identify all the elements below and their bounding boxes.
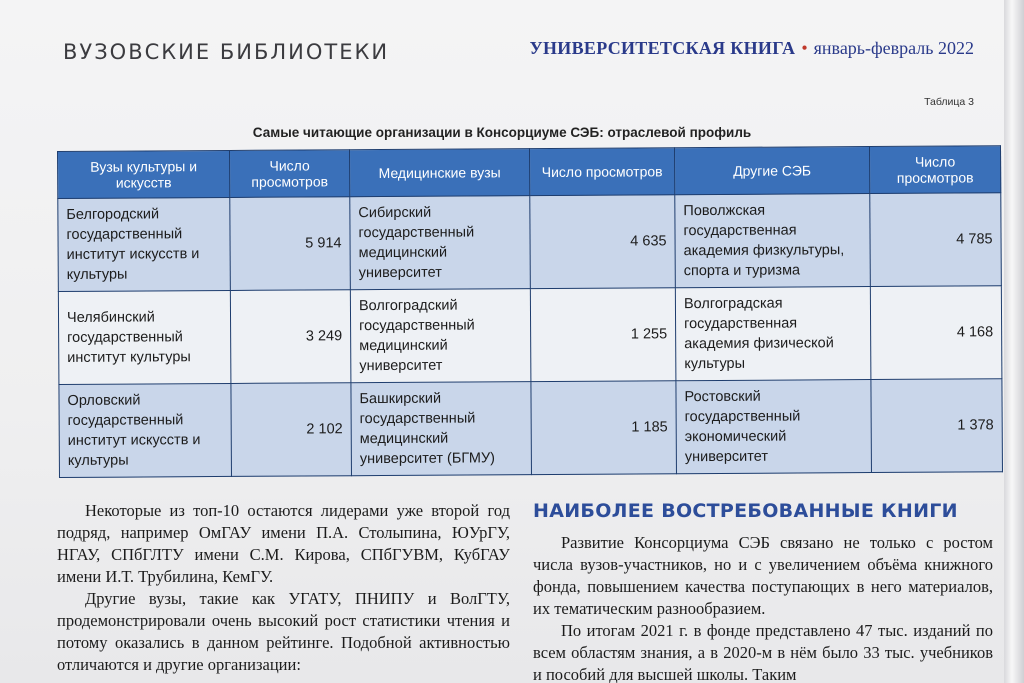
views-count: 5 914 bbox=[230, 197, 351, 291]
views-count: 4 168 bbox=[870, 286, 1002, 380]
org-name: Белгородский государственный институт искусств и культуры bbox=[58, 197, 231, 291]
table-row bbox=[58, 286, 1002, 385]
views-count: 1 255 bbox=[530, 288, 676, 382]
table-header-row bbox=[58, 146, 1001, 199]
paragraph: Некоторые из топ-10 остаются лидерами уже второй год подряд, например ОмГАУ имени П.А. Столыпина, ЮУрГУ, НГАУ, СПбГЛТУ имени С.М. Кирова, СПбГУВМ, КубГАУ имени И.Т. Трубилина, КемГУ. bbox=[57, 501, 510, 586]
org-name: Ростовский государственный экономический университет bbox=[676, 380, 872, 474]
org-name: Челябинский государственный институт культуры bbox=[58, 290, 231, 384]
paragraph: Развитие Консорциума СЭБ связано не только с ростом числа вузов-участников, но и с увеличением объёма книжного фонда, повышением качества поступающих в него материалов, их тематическим разнообразием. bbox=[533, 533, 993, 618]
org-name: Орловский государственный институт искусств и культуры bbox=[59, 383, 232, 477]
left-text-column bbox=[57, 500, 510, 676]
issue-date: январь-февраль 2022 bbox=[813, 38, 974, 58]
views-count: 3 249 bbox=[230, 290, 351, 384]
views-count: 4 785 bbox=[870, 193, 1002, 287]
org-name: Башкирский государственный медицинский университет (БГМУ) bbox=[351, 382, 532, 476]
header-culture-universities: Вузы культуры и искусств bbox=[58, 150, 230, 198]
header-views: Число просмотров bbox=[869, 146, 1000, 194]
table-row bbox=[59, 379, 1003, 478]
org-name: Поволжская государственная академия физкультуры, спорта и туризма bbox=[675, 194, 871, 288]
views-count: 2 102 bbox=[231, 383, 352, 477]
header-views: Число просмотров bbox=[529, 148, 674, 196]
paragraph: Другие вузы, такие как УГАТУ, ПНИПУ и ВолГТУ, продемонстрировали очень высокий рост статистики чтения и потому оказались в данном рейтинге. Подобной активностью отличаются и другие организации: bbox=[57, 589, 510, 674]
section-heading: НАИБОЛЕЕ ВОСТРЕБОВАННЫЕ КНИГИ bbox=[533, 500, 958, 522]
section-title: ВУЗОВСКИЕ БИБЛИОТЕКИ bbox=[63, 40, 390, 64]
table-caption: Самые читающие организации в Консорциуме СЭБ: отраслевой профиль bbox=[252, 125, 752, 140]
views-count: 4 635 bbox=[530, 195, 676, 289]
ranking-table bbox=[57, 145, 1003, 478]
views-count: 1 378 bbox=[871, 379, 1003, 473]
page-edge bbox=[1004, 0, 1024, 683]
table-row bbox=[58, 193, 1002, 292]
org-name: Сибирский государственный медицинский университет bbox=[350, 196, 531, 290]
org-name: Волгоградский государственный медицинский университет bbox=[350, 289, 531, 383]
views-count: 1 185 bbox=[531, 381, 677, 475]
table-number: Таблица 3 bbox=[924, 96, 974, 108]
header-separator-dot: • bbox=[801, 38, 808, 58]
header-medical-universities: Медицинские вузы bbox=[349, 149, 529, 197]
header-other-seb: Другие СЭБ bbox=[674, 147, 869, 195]
org-name: Волгоградская государственная академия физической культуры bbox=[675, 287, 871, 381]
right-text-column bbox=[533, 500, 993, 683]
journal-name: УНИВЕРСИТЕТСКАЯ КНИГА bbox=[529, 38, 796, 58]
paragraph: По итогам 2021 г. в фонде представлено 47 тыс. изданий по всем областям знания, а в 2020-м в нём было 33 тыс. учебников и пособий для высшей школы. Таким bbox=[533, 621, 993, 683]
journal-header bbox=[529, 38, 974, 59]
header-views: Число просмотров bbox=[229, 150, 349, 198]
